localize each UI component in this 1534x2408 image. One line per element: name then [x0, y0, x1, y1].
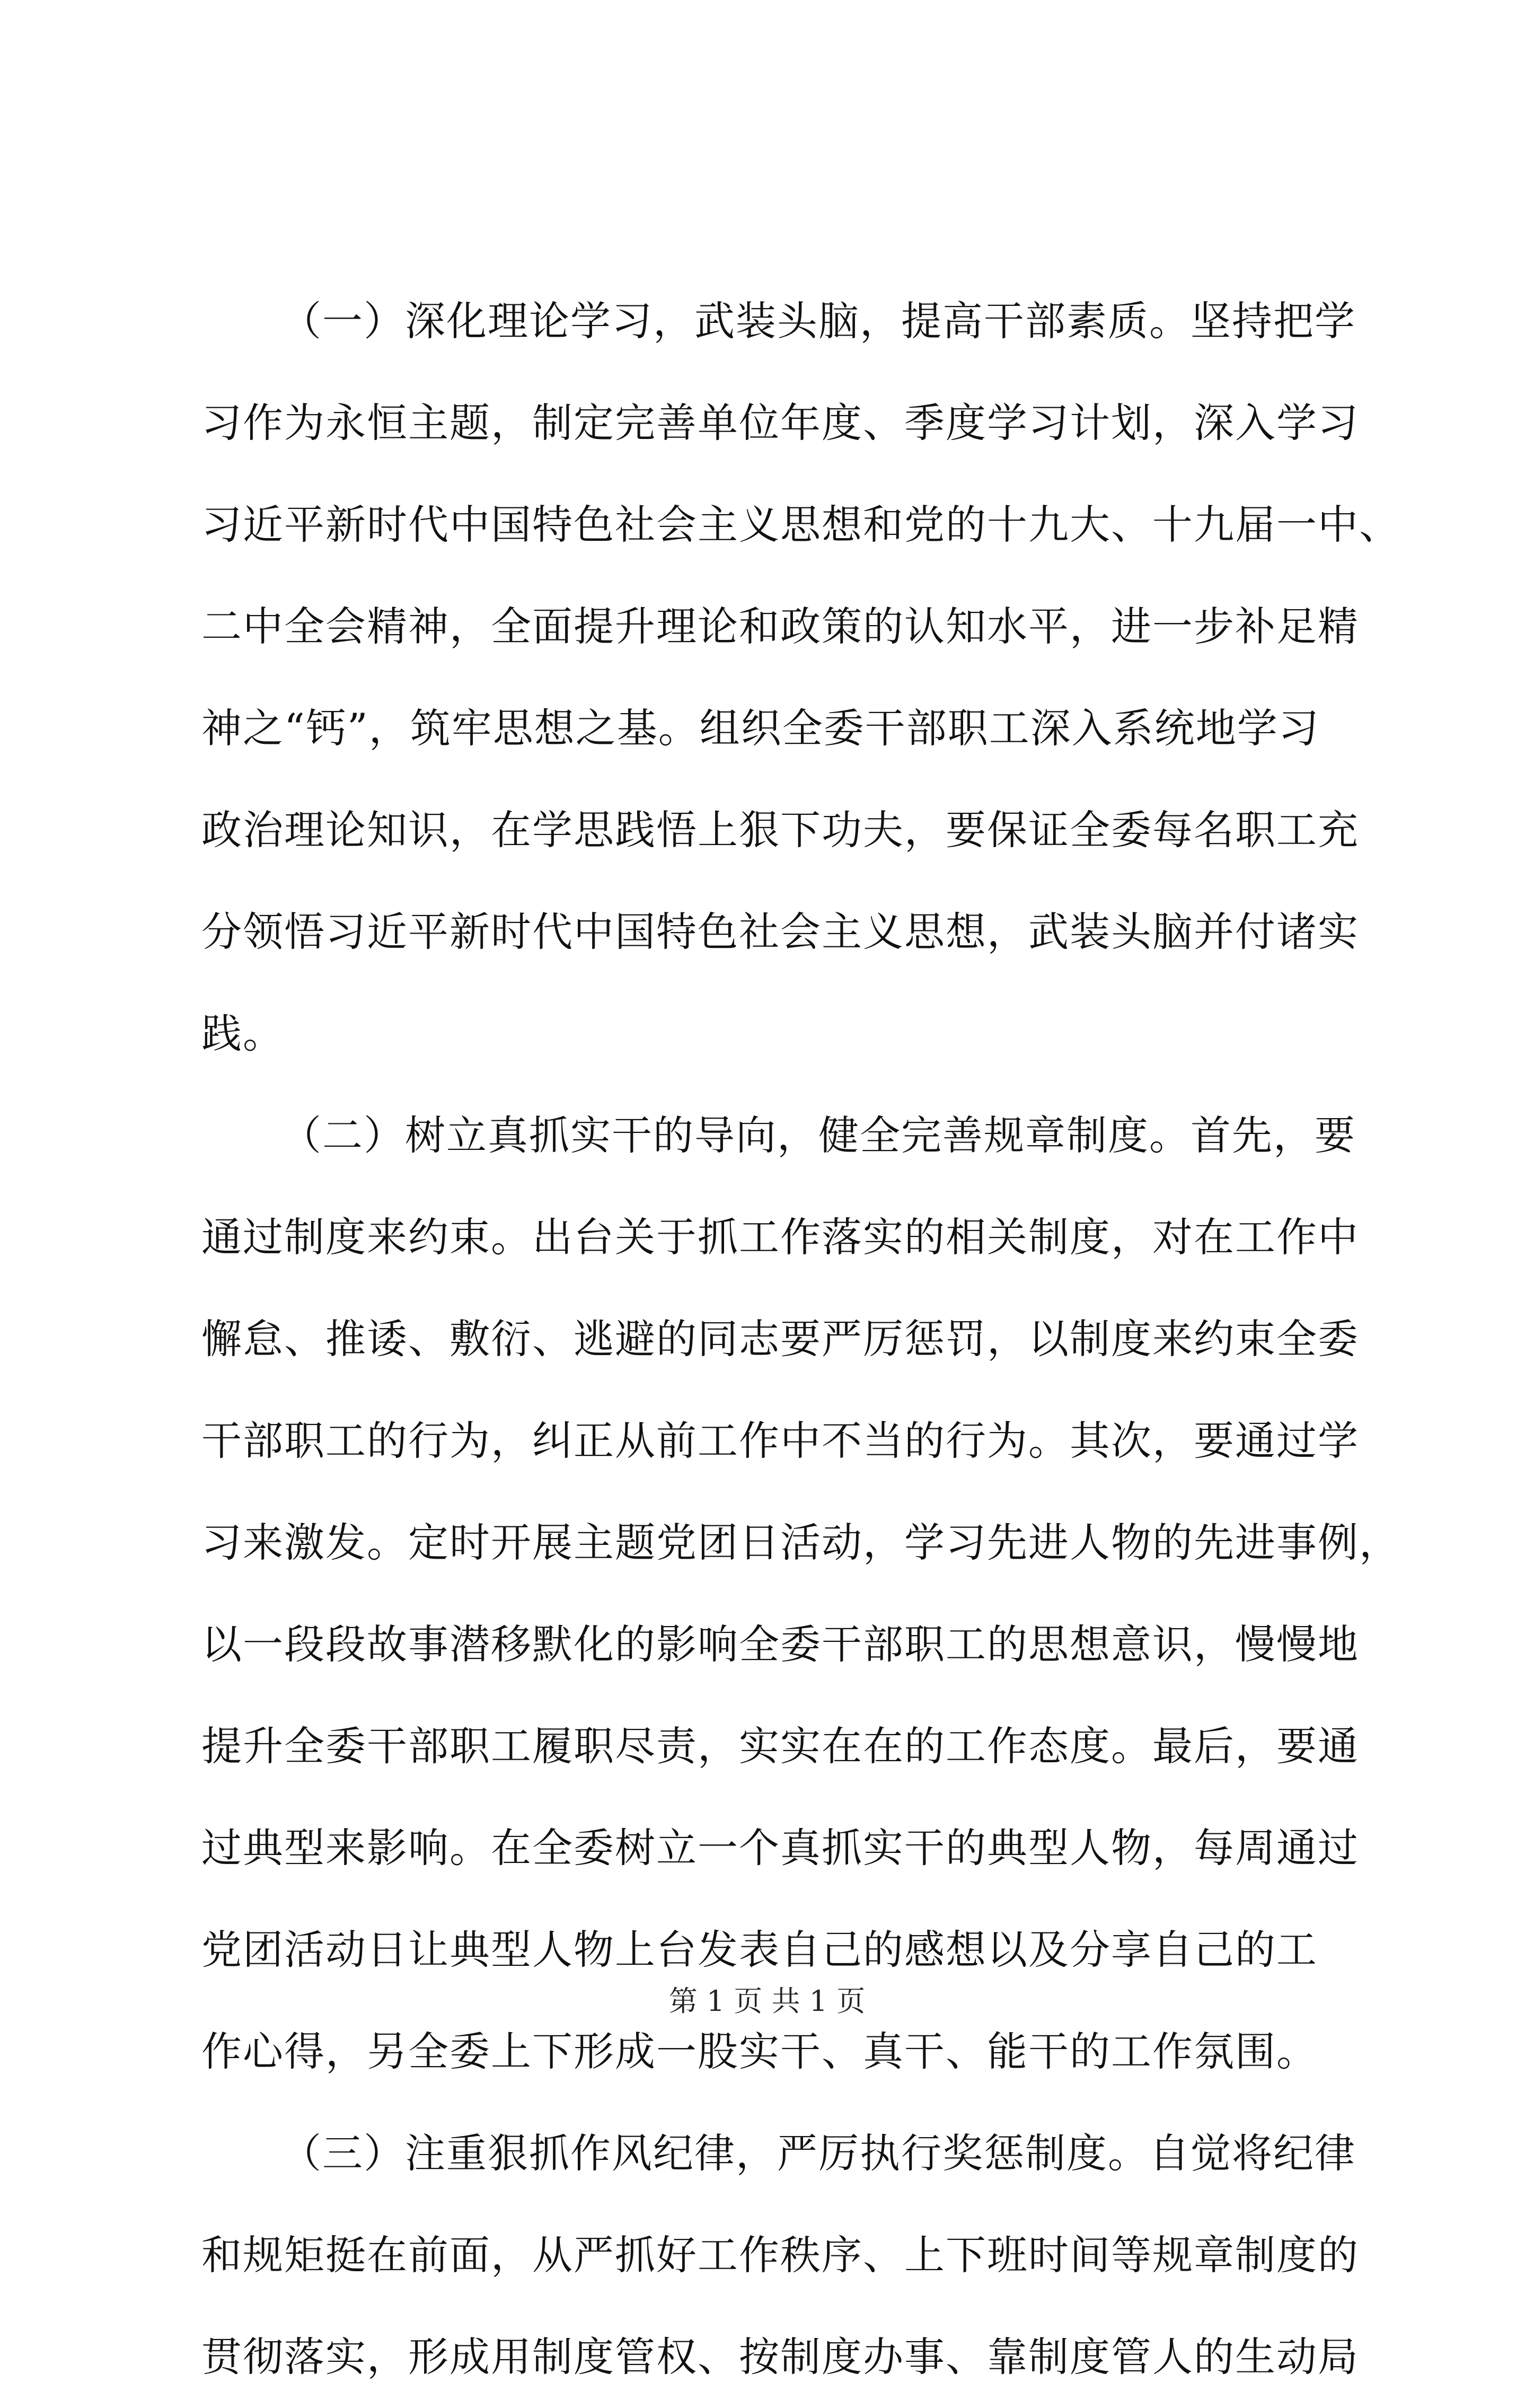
paragraph-line: 过典型来影响。在全委树立一个真抓实干的典型人物，每周通过	[201, 1824, 1359, 1871]
paragraph-line: 二中全会精神，全面提升理论和政策的认知水平，进一步补足精	[201, 603, 1359, 650]
paragraph-1	[201, 270, 1400, 1085]
paragraph-3	[201, 2103, 1368, 2408]
paragraph-line: 以一段段故事潜移默化的影响全委干部职工的思想意识，慢慢地	[201, 1621, 1359, 1668]
paragraph-line: 党团活动日让典型人物上台发表自己的感想以及分享自己的工	[201, 1926, 1318, 1973]
page-footer	[0, 1980, 1534, 2023]
page-number-label: 第 1 页 共 1 页	[668, 1984, 866, 2018]
paragraph-line: 习作为永恒主题，制定完善单位年度、季度学习计划，深入学习	[201, 399, 1359, 446]
paragraph-line: 政治理论知识，在学思践悟上狠下功夫，要保证全委每名职工充	[201, 806, 1359, 854]
paragraph-line: （三）注重狠抓作风纪律，严厉执行奖惩制度。自觉将纪律	[281, 2130, 1356, 2177]
paragraph-line: 分领悟习近平新时代中国特色社会主义思想，武装头脑并付诸实	[201, 908, 1359, 955]
paragraph-line: （二）树立真抓实干的导向，健全完善规章制度。首先，要	[281, 1112, 1356, 1159]
paragraph-line: 神之“钙”，筑牢思想之基。组织全委干部职工深入系统地学习	[201, 705, 1320, 752]
paragraph-line: （一）深化理论学习，武装头脑，提高干部素质。坚持把学	[281, 297, 1356, 345]
paragraph-line: 通过制度来约束。出台关于抓工作落实的相关制度，对在工作中	[201, 1214, 1359, 1261]
paragraph-line: 践。	[201, 1010, 284, 1057]
paragraph-line: 干部职工的行为，纠正从前工作中不当的行为。其次，要通过学	[201, 1417, 1359, 1464]
paragraph-2	[201, 1085, 1400, 2103]
paragraph-line: 作心得，另全委上下形成一股实干、真干、能干的工作氛围。	[201, 2028, 1318, 2075]
paragraph-line: 懈怠、推诿、敷衍、逃避的同志要严厉惩罚，以制度来约束全委	[201, 1315, 1359, 1363]
paragraph-line: 习来激发。定时开展主题党团日活动，学习先进人物的先进事例，	[201, 1519, 1400, 1566]
paragraph-line: 提升全委干部职工履职尽责，实实在在的工作态度。最后，要通	[201, 1722, 1359, 1770]
paragraph-line: 和规矩挺在前面，从严抓好工作秩序、上下班时间等规章制度的	[201, 2231, 1359, 2279]
paragraph-line: 习近平新时代中国特色社会主义思想和党的十九大、十九届一中、	[201, 501, 1400, 548]
document-body	[201, 270, 1400, 2408]
paragraph-line: 贯彻落实，形成用制度管权、按制度办事、靠制度管人的生动局	[201, 2333, 1359, 2380]
